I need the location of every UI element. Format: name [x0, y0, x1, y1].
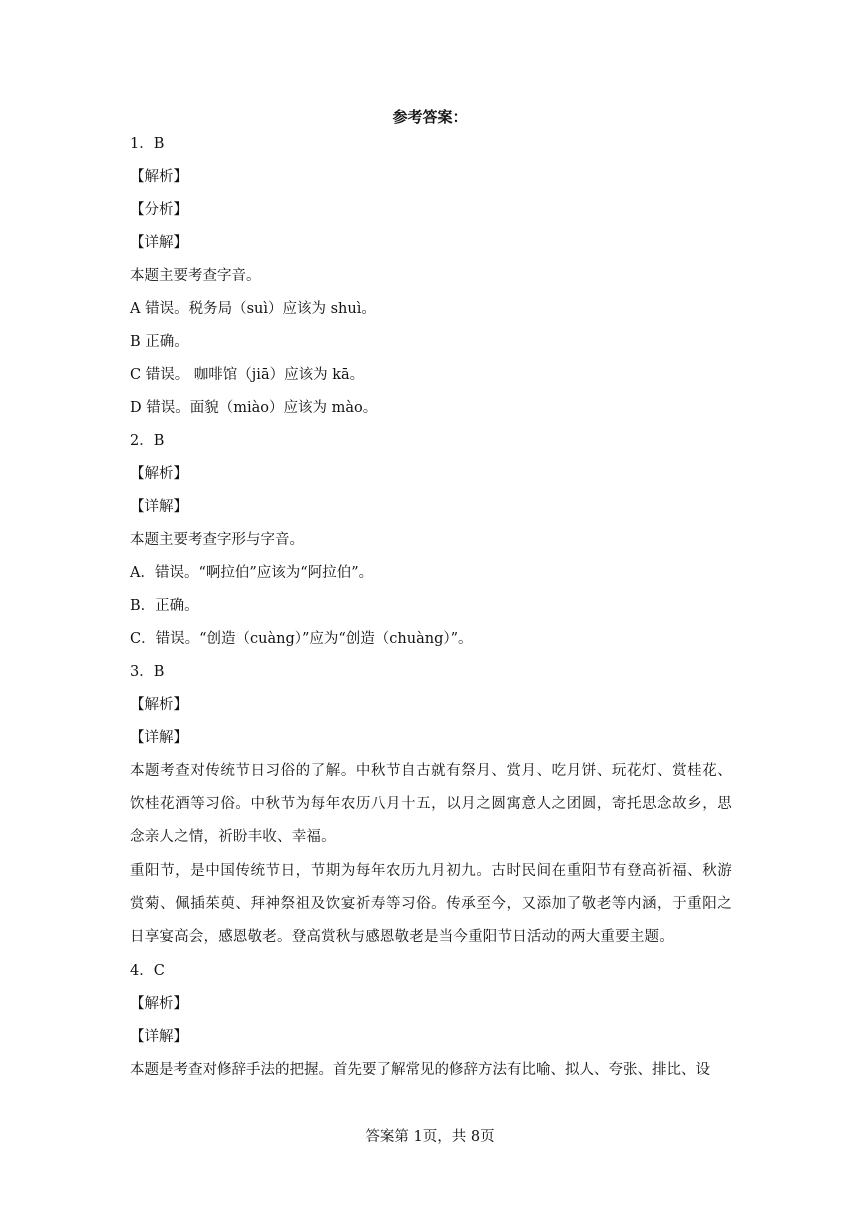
page-footer: 答案第 1页，共 8页: [365, 1129, 495, 1145]
section-label: 【详解】: [130, 1029, 188, 1045]
answer-content: [130, 133, 732, 1092]
section-label: 【解析】: [130, 169, 188, 185]
explanation-text: A．错误。“啊拉伯”应该为“阿拉伯”。: [130, 565, 374, 581]
section-label: 【详解】: [130, 730, 188, 746]
section-label: 【详解】: [130, 235, 188, 251]
explanation-text: 本题主要考查字音。: [130, 268, 261, 284]
question-number: 4．C: [130, 963, 165, 979]
explanation-text: B 正确。: [130, 334, 189, 350]
section-label: 【分析】: [130, 202, 188, 218]
explanation-text: 本题是考查对修辞手法的把握。首先要了解常见的修辞方法有比喻、拟人、夸张、排比、设: [130, 1062, 710, 1078]
question-number: 2．B: [130, 433, 165, 449]
explanation-text: 本题主要考查字形与字音。: [130, 532, 304, 548]
explanation-paragraph: 本题考查对传统节日习俗的了解。中秋节自古就有祭月、赏月、吃月饼、玩花灯、赏桂花、饮桂花酒等习俗。中秋节为每年农历八月十五，以月之圆寓意人之团圆，寄托思念故乡，思念亲人之情，祈盼丰收、幸福。: [130, 763, 732, 845]
section-label: 【解析】: [130, 466, 188, 482]
question-number: 1．B: [130, 136, 165, 152]
explanation-text: D 错误。面貌（miào）应该为 mào。: [130, 400, 378, 416]
explanation-text: A 错误。税务局（suì）应该为 shuì。: [130, 301, 376, 317]
section-label: 【解析】: [130, 996, 188, 1012]
explanation-text: C．错误。“创造（cuàng）”应为“创造（chuàng）”。: [130, 631, 473, 647]
explanation-text: C 错误。 咖啡馆（jiā）应该为 kā。: [130, 367, 365, 383]
section-label: 【详解】: [130, 499, 188, 515]
page-title: 参考答案：: [392, 108, 468, 126]
question-number: 3．B: [130, 664, 165, 680]
explanation-text: B．正确。: [130, 598, 199, 614]
explanation-paragraph: 重阳节，是中国传统节日，节期为每年农历九月初九。古时民间在重阳节有登高祈福、秋游赏菊、佩插茱萸、拜神祭祖及饮宴祈寿等习俗。传承至今，又添加了敬老等内涵，于重阳之日享宴高会，感恩敬老。登高赏秋与感恩敬老是当今重阳节日活动的两大重要主题。: [130, 863, 732, 945]
section-label: 【解析】: [130, 697, 188, 713]
